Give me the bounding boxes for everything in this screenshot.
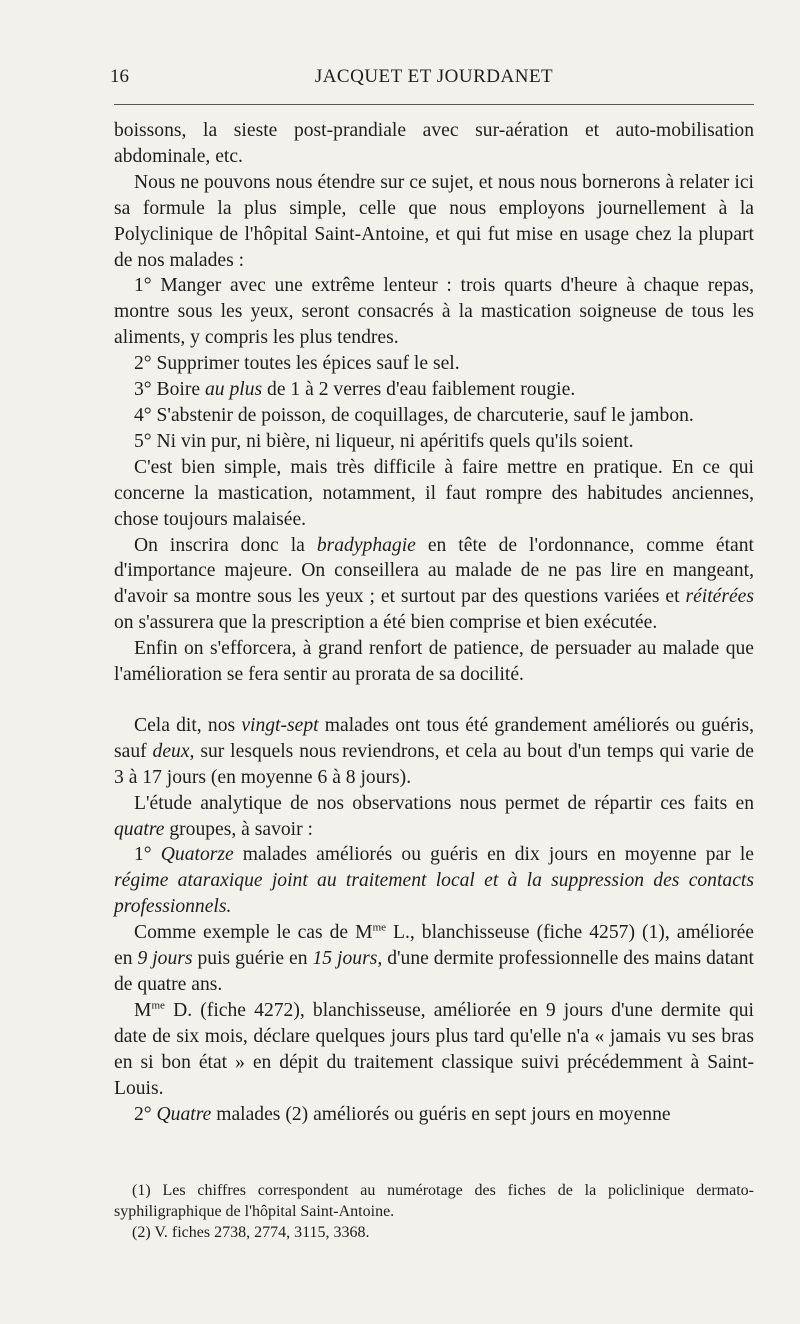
text-run: groupes, à savoir : [164, 818, 313, 840]
footnotes [114, 1180, 754, 1243]
running-title: JACQUET ET JOURDANET [314, 66, 554, 87]
paragraph [114, 713, 754, 791]
text-run: malades (2) améliorés ou guéris en sept jours en moyenne [211, 1103, 671, 1125]
paragraph [114, 791, 754, 843]
text-run: M [134, 999, 152, 1021]
text-run: L'étude analytique de nos observations nous permet de répartir ces faits en [134, 792, 754, 814]
emphasis: vingt-sept [241, 714, 319, 736]
emphasis: Quatorze [160, 844, 234, 866]
paragraph [114, 998, 754, 1102]
text-run: malades améliorés ou guéris en dix jours en moyenne par le [233, 844, 754, 866]
page-number: 16 [110, 66, 129, 87]
text-run: D. (fiche 4272), blanchisseuse, améliorée en 9 jours d'une dermite qui date de six mois, déclare quelques jours plus tard qu'elle n'a « jamais vu ses bras en si bon état » en dépit du traitement classique suivi précédemment à Saint-Louis. [114, 999, 754, 1099]
list-item [114, 377, 754, 403]
text-run: sur lesquels nous reviendrons, et cela au bout d'un temps qui varie de 3 à 17 jours (en moyenne 6 à 8 jours). [114, 740, 755, 788]
header-rule [114, 104, 754, 105]
emphasis: réitérées [685, 586, 754, 608]
text-run: de 1 à 2 verres d'eau faiblement rougie. [262, 379, 576, 401]
list-item: 1° Manger avec une extrême lenteur : trois quarts d'heure à chaque repas, montre sous les yeux, seront consacrés à la mastication soigneuse de tous les aliments, y compris les plus tendres. [114, 275, 754, 349]
text-run: Comme exemple le cas de M [134, 922, 373, 944]
emphasis: 9 jours [137, 948, 193, 970]
emphasis: Quatre [156, 1103, 212, 1125]
list-item: 5° Ni vin pur, ni bière, ni liqueur, ni apéritifs quels qu'ils soient. [134, 430, 634, 452]
text-run: d'une dermite professionnelle des mains datant de quatre ans. [114, 948, 754, 995]
text-run: malades ont tous été grandement améliorés ou guéris, sauf [114, 714, 754, 762]
emphasis: au plus [204, 379, 263, 401]
emphasis: deux, [152, 740, 195, 762]
paragraph: boissons, la sieste post-prandiale avec sur-aération et auto-mobilisation abdominale, etc. [114, 120, 754, 167]
paragraph: Nous ne pouvons nous étendre sur ce sujet, et nous nous bornerons à relater ici sa formule la plus simple, celle que nous employons journellement à la Polyclinique de l'hôpital Saint-Antoine, et qui fut mise en usage chez la plupart de nos malades : [114, 171, 754, 271]
text-run: 1° [134, 844, 161, 866]
text-run: 2° [134, 1103, 157, 1125]
text-run: On inscrira donc la [134, 534, 317, 556]
text-run: en tête de l'ordonnance, comme étant d'importance majeure. On conseillera au malade de ne pas lire en mangeant, d'avoir sa montre sous les yeux ; et surtout par des questions variées et [114, 534, 754, 608]
emphasis: quatre [114, 818, 165, 840]
emphasis: bradyphagie [316, 534, 416, 556]
body-text [114, 118, 754, 1127]
emphasis: régime ataraxique joint au traitement local et à la suppression des contacts professionnels. [114, 870, 754, 918]
text-run: 3° Boire [134, 379, 205, 401]
paragraph [114, 920, 754, 998]
list-item [114, 842, 754, 920]
list-item: 4° S'abstenir de poisson, de coquillages, de charcuterie, sauf le jambon. [134, 404, 694, 426]
paragraph [114, 533, 754, 637]
list-item [114, 1102, 754, 1128]
superscript: me [372, 921, 387, 934]
paragraph: C'est bien simple, mais très difficile à faire mettre en pratique. En ce qui concerne la mastication, notamment, il faut rompre des habitudes anciennes, chose toujours malaisée. [114, 456, 754, 530]
text-run: Cela dit, nos [134, 714, 242, 736]
paragraph: Enfin on s'efforcera, à grand renfort de patience, de persuader au malade que l'amélioration se fera sentir au prorata de sa docilité. [114, 638, 754, 686]
list-item: 2° Supprimer toutes les épices sauf le sel. [134, 353, 460, 375]
text-run: L., blanchisseuse (fiche 4257) (1), améliorée en [114, 922, 754, 970]
superscript: me [151, 999, 165, 1012]
text-run: on s'assurera que la prescription a été bien comprise et bien exécutée. [114, 612, 658, 634]
emphasis: 15 jours, [312, 948, 383, 970]
footnote: (2) V. fiches 2738, 2774, 3115, 3368. [132, 1224, 370, 1241]
footnote: (1) Les chiffres correspondent au numérotage des fiches de la policlinique dermato-syphiligraphique de l'hôpital Saint-Antoine. [114, 1182, 754, 1220]
text-run: puis guérie en [192, 948, 313, 970]
running-head [110, 66, 754, 90]
